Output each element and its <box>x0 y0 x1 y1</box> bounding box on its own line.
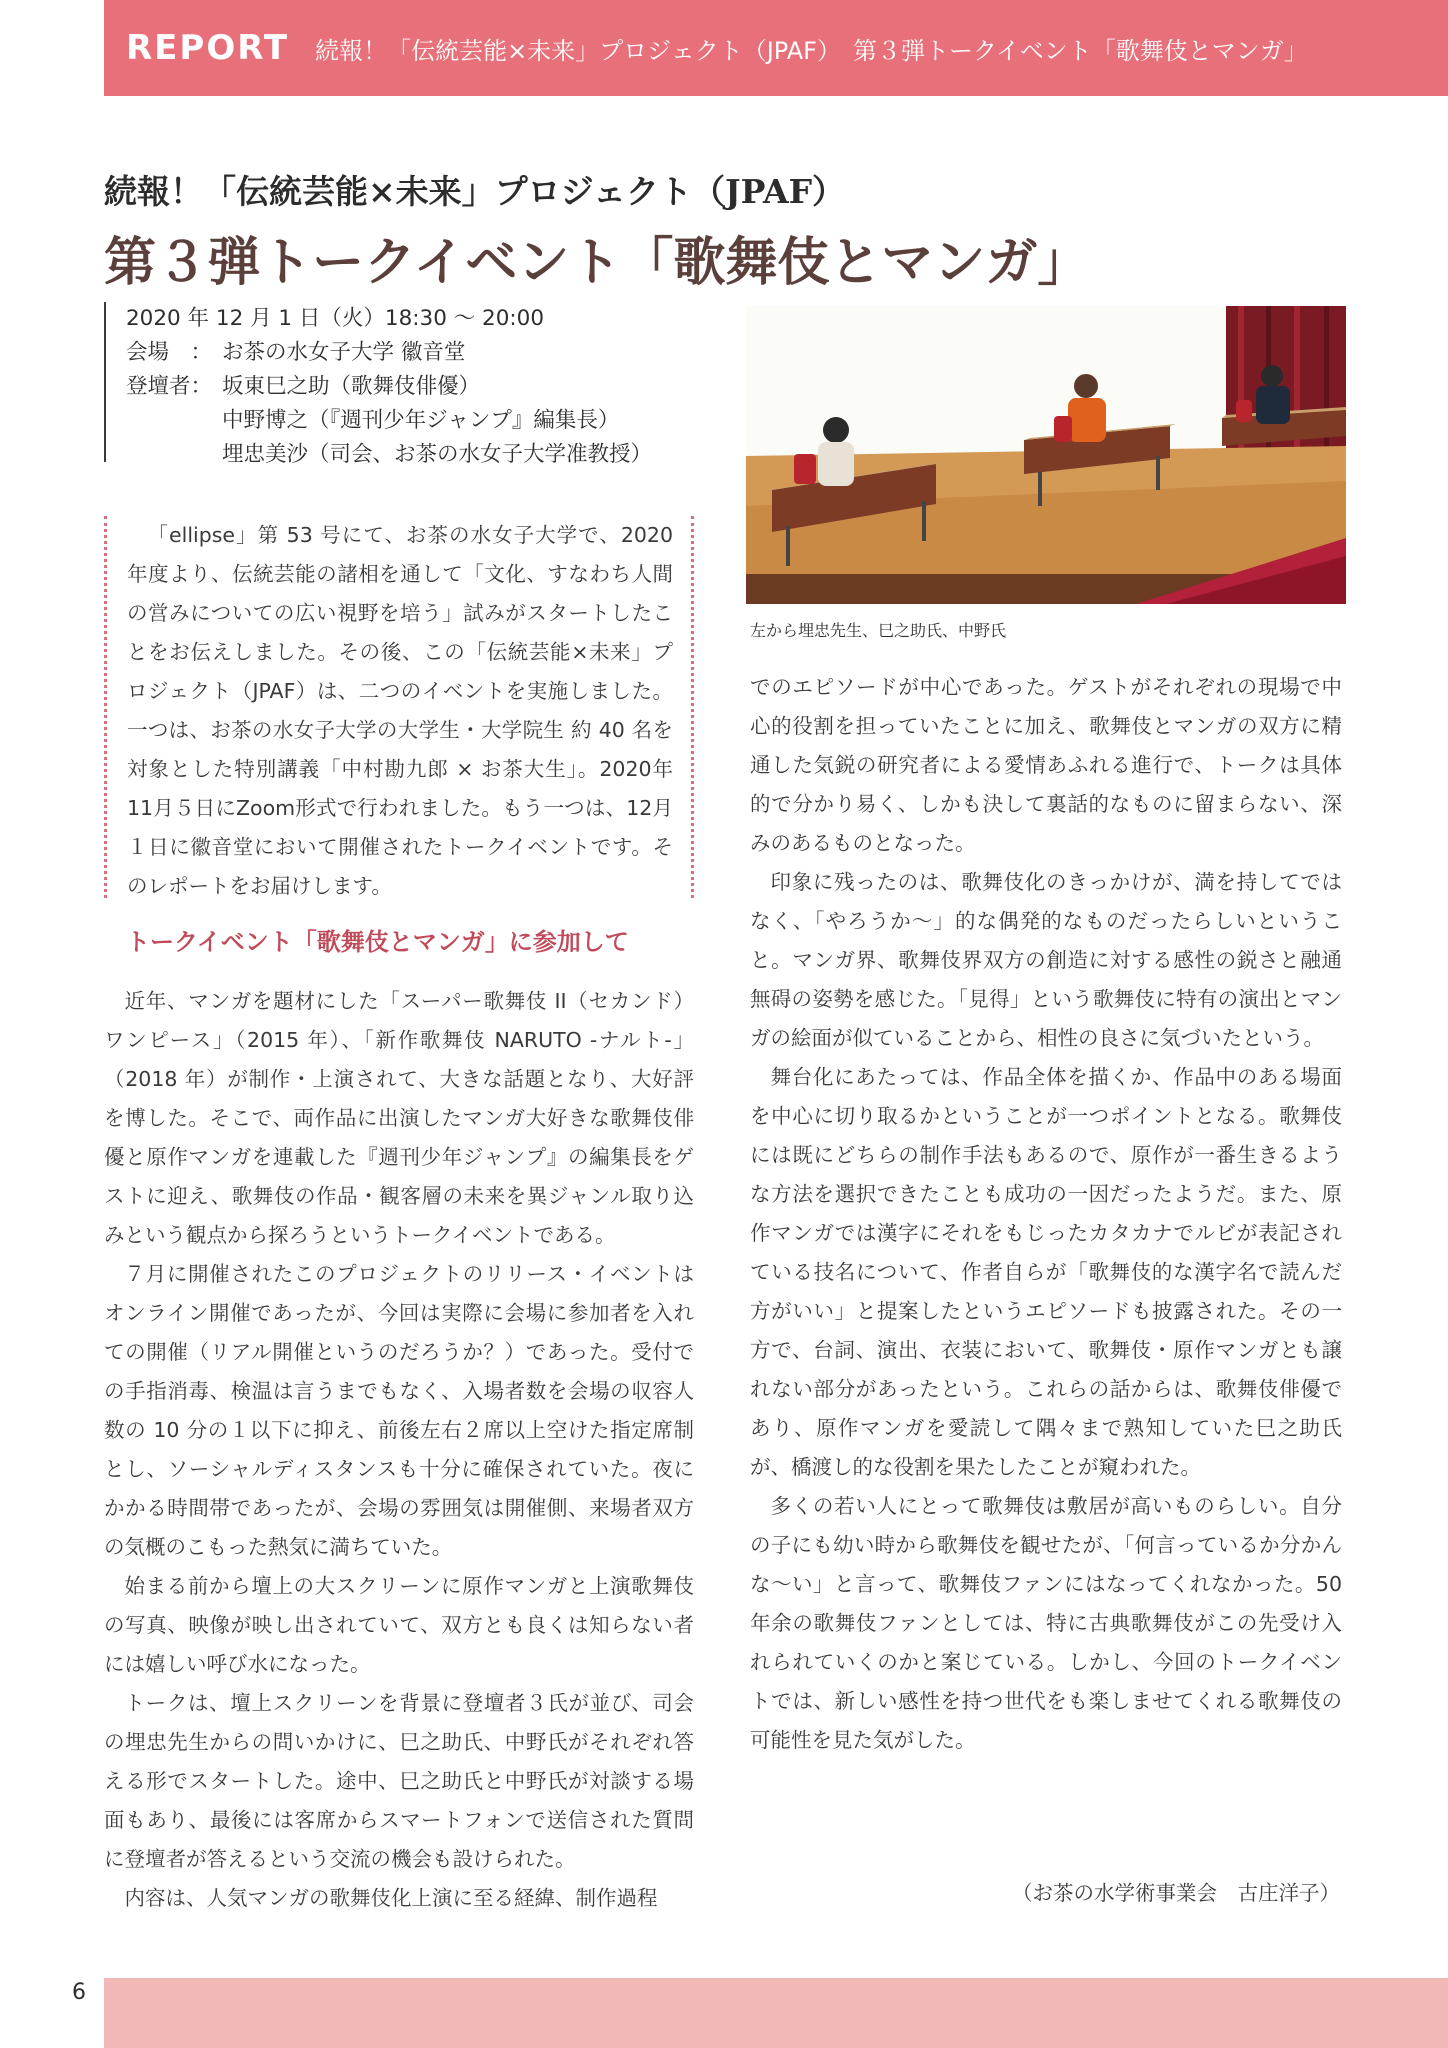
speaker-name: 埋忠美沙（司会、お茶の水女子大学准教授） <box>222 442 653 467</box>
event-info <box>104 302 653 467</box>
footer-bar <box>104 1978 1448 2048</box>
author-credit: （お茶の水学術事業会 古庄洋子） <box>1012 1881 1340 1905</box>
body-paragraph: 始まる前から壇上の大スクリーンに原作マンガと上演歌舞伎の写真、映像が映し出されていて、双方とも良くは知らない者には嬉しい呼び水になった。 <box>104 1574 694 1676</box>
speaker-row <box>126 404 652 438</box>
speaker-name: 坂東巳之助（歌舞伎俳優） <box>222 374 481 399</box>
body-paragraph: ７月に開催されたこのプロジェクトのリリース・イベントはオンライン開催であったが、今回は実際に会場に参加者を入れての開催（リアル開催というのだろうか？）であった。受付での手指消毒、検温は言うまでもなく、入場者数を会場の収容人数の 10 分の１以下に抑え、前後左右２席以上空けた指定席制とし、ソーシャルディスタンスも十分に確保されていた。夜にかかる時間帯であったが、会場の雰囲気は開催側、来場者双方の気概のこもった熱気に満ちていた。 <box>104 1262 694 1559</box>
article-subtitle: 続報！「伝統芸能×未来」プロジェクト（JPAF） <box>104 172 846 211</box>
photo-caption: 左から埋忠先生、巳之助氏、中野氏 <box>750 621 1007 640</box>
body-paragraph: 多くの若い人にとって歌舞伎は敷居が高いものらしい。自分の子にも幼い時から歌舞伎を観せたが、「何言っているか分かんな〜い」と言って、歌舞伎ファンにはなってくれなかった。50 年余の歌舞伎ファンとしては、特に古典歌舞伎がこの先受け入れられていくのかと案じている。しかし、今回のトークイベントでは、新しい感性を持つ世代をも楽しませてくれる歌舞伎の可能性を見た気がした。 <box>750 1494 1342 1752</box>
page-number: 6 <box>72 1980 86 2005</box>
speaker-name: 中野博之（『週刊少年ジャンプ』編集長） <box>222 408 620 433</box>
body-paragraph: 内容は、人気マンガの歌舞伎化上演に至る経緯、制作過程 <box>124 1886 658 1910</box>
right-column <box>750 668 1342 1760</box>
section-heading: トークイベント「歌舞伎とマンガ」に参加して <box>126 928 629 956</box>
header-title: 続報！「伝統芸能×未来」プロジェクト（JPAF） 第３弾トークイベント「歌舞伎とマンガ」 <box>315 36 1308 65</box>
body-paragraph: でのエピソードが中心であった。ゲストがそれぞれの現場で中心的役割を担っていたことに加え、歌舞伎とマンガの双方に精通した気鋭の研究者による愛情あふれる進行で、トークは具体的で分かり易く、しかも決して裏話的なものに留まらない、深みのあるものとなった。 <box>750 675 1342 855</box>
speakers-label: 登壇者： <box>126 374 213 399</box>
venue-label: 会場 ： <box>126 340 213 365</box>
body-paragraph: 近年、マンガを題材にした「スーパー歌舞伎 II（セカンド）ワンピース」（2015 年）、「新作歌舞伎 NARUTO -ナルト-」（2018 年）が制作・上演されて、大きな話題となり、大好評を博した。そこで、両作品に出演したマンガ大好きな歌舞伎俳優と原作マンガを連載した『週刊少年ジャンプ』の編集長をゲストに迎え、歌舞伎の作品・観客層の未来を異ジャンル取り込みという観点から探ろうというトークイベントである。 <box>104 989 694 1247</box>
speaker-row <box>126 370 652 404</box>
speaker-row <box>126 438 652 472</box>
intro-text: 「ellipse」第 53 号にて、お茶の水女子大学で、2020 年度より、伝統芸能の諸相を通して「文化、すなわち人間の営みについての広い視野を培う」試みがスタートしたことをお伝えしました。その後、この「伝統芸能×未来」プロジェクト（JPAF）は、二つのイベントを実施しました。一つは、お茶の水女子大学の大学生・大学院生 約 40 名を対象とした特別講義「中村勘九郎 × お茶大生」。2020年11月５日にZoom形式で行われました。もう一つは、12月１日に徽音堂において開催されたトークイベントです。そのレポートをお届けします。 <box>127 523 673 898</box>
body-paragraph: 印象に残ったのは、歌舞伎化のきっかけが、満を持してではなく、「やろうか〜」的な偶発的なものだったらしいということ。マンガ界、歌舞伎界双方の創造に対する感性の鋭さと融通無碍の姿勢を感じた。「見得」という歌舞伎に特有の演出とマンガの絵面が似ていることから、相性の良さに気づいたという。 <box>750 870 1342 1050</box>
header-bar <box>104 0 1448 96</box>
article-title: 第３弾トークイベント「歌舞伎とマンガ」 <box>104 232 1090 293</box>
body-paragraph: 舞台化にあたっては、作品全体を描くか、作品中のある場面を中心に切り取るかということが一つポイントとなる。歌舞伎には既にどちらの制作手法もあるので、原作が一番生きるような方法を選択できたことも成功の一因だったようだ。また、原作マンガでは漢字にそれをもじったカタカナでルビが表記されている技名について、作者自らが「歌舞伎的な漢字名で読んだ方がいい」と提案したというエピソードも披露された。その一方で、台詞、演出、衣装において、歌舞伎・原作マンガとも譲れない部分があったという。これらの話からは、歌舞伎俳優であり、原作マンガを愛読して隅々まで熟知していた巳之助氏が、橋渡し的な役割を果たしたことが窺われた。 <box>750 1065 1342 1479</box>
left-column <box>104 982 694 1918</box>
report-label: REPORT <box>126 28 290 68</box>
event-date: 2020 年 12 月 1 日（火）18:30 〜 20:00 <box>126 306 545 331</box>
event-photo <box>746 306 1346 604</box>
body-paragraph: トークは、壇上スクリーンを背景に登壇者３氏が並び、司会の埋忠先生からの問いかけに、巳之助氏、中野氏がそれぞれ答える形でスタートした。途中、巳之助氏と中野氏が対談する場面もあり、最後には客席からスマートフォンで送信された質問に登壇者が答えるという交流の機会も設けられた。 <box>104 1691 694 1871</box>
intro-box <box>104 516 694 898</box>
venue-value: お茶の水女子大学 徽音堂 <box>222 340 466 365</box>
event-venue-row <box>126 336 652 370</box>
